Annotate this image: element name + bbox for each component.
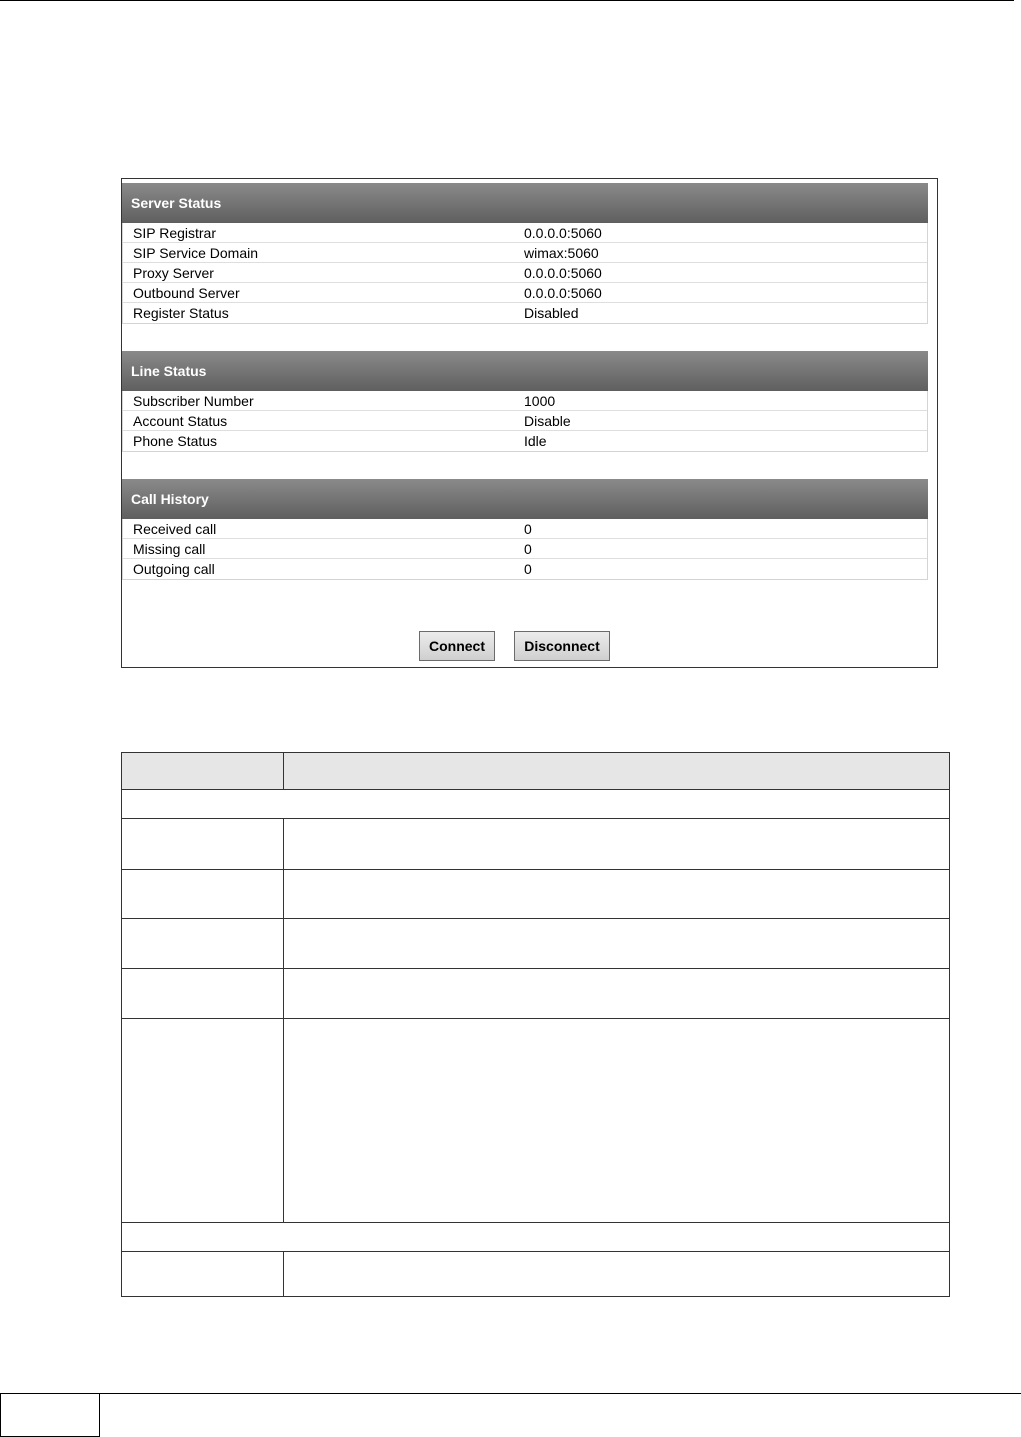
status-row — [123, 431, 927, 451]
table-group-row — [122, 1223, 950, 1252]
table-cell — [284, 919, 950, 969]
table-row — [122, 819, 950, 870]
connect-button[interactable]: Connect — [419, 631, 495, 661]
status-row — [123, 519, 927, 539]
row-value: wimax:5060 — [524, 245, 599, 261]
table-row — [122, 969, 950, 1019]
line-status-section — [122, 351, 928, 452]
table-row — [122, 919, 950, 969]
table-cell — [284, 870, 950, 919]
table-row — [122, 870, 950, 919]
row-label: Register Status — [133, 305, 229, 321]
row-value: 0 — [524, 541, 532, 557]
table-cell — [122, 819, 284, 870]
section-header: Call History — [122, 479, 928, 519]
row-value: 0 — [524, 561, 532, 577]
footer-rule — [0, 1393, 1021, 1394]
table-cell — [284, 969, 950, 1019]
table-cell — [122, 870, 284, 919]
table-cell — [284, 1019, 950, 1223]
row-label: Phone Status — [133, 433, 218, 449]
table-cell — [122, 1252, 284, 1297]
row-value: 1000 — [524, 393, 556, 409]
table-cell — [122, 790, 950, 819]
disconnect-button[interactable]: Disconnect — [514, 631, 610, 661]
row-value: Disabled — [524, 305, 579, 321]
status-row — [123, 303, 927, 323]
row-label: Account Status — [133, 413, 228, 429]
top-rule — [0, 0, 1014, 1]
status-row — [123, 559, 927, 579]
status-row — [123, 223, 927, 243]
table-header-cell — [122, 753, 284, 790]
table-cell — [284, 819, 950, 870]
row-value: Idle — [524, 433, 547, 449]
table-cell — [284, 1252, 950, 1297]
table-cell — [122, 969, 284, 1019]
field-description-table — [121, 752, 950, 1297]
row-label: Outbound Server — [133, 285, 240, 301]
status-row — [123, 243, 927, 263]
table-header-cell — [284, 753, 950, 790]
table-row — [122, 1252, 950, 1297]
call-history-section — [122, 479, 928, 580]
table-cell — [122, 919, 284, 969]
row-label: Outgoing call — [133, 561, 215, 577]
status-row — [123, 411, 927, 431]
row-value: 0.0.0.0:5060 — [524, 265, 602, 281]
table-group-row — [122, 790, 950, 819]
row-label: Missing call — [133, 541, 206, 557]
row-value: 0.0.0.0:5060 — [524, 285, 602, 301]
voip-status-panel — [121, 178, 938, 668]
status-row — [123, 539, 927, 559]
table-cell — [122, 1223, 950, 1252]
row-label: Proxy Server — [133, 265, 214, 281]
section-header: Server Status — [122, 183, 928, 223]
section-header: Line Status — [122, 351, 928, 391]
table-header-row — [122, 753, 950, 790]
status-row — [123, 283, 927, 303]
page-number-box — [0, 1393, 100, 1437]
row-value: 0 — [524, 521, 532, 537]
status-row — [123, 263, 927, 283]
row-label: SIP Registrar — [133, 225, 216, 241]
table-row — [122, 1019, 950, 1223]
table-cell — [122, 1019, 284, 1223]
status-row — [123, 391, 927, 411]
server-status-section — [122, 183, 928, 324]
row-label: SIP Service Domain — [133, 245, 259, 261]
row-label: Subscriber Number — [133, 393, 254, 409]
row-value: Disable — [524, 413, 571, 429]
row-value: 0.0.0.0:5060 — [524, 225, 602, 241]
row-label: Received call — [133, 521, 217, 537]
